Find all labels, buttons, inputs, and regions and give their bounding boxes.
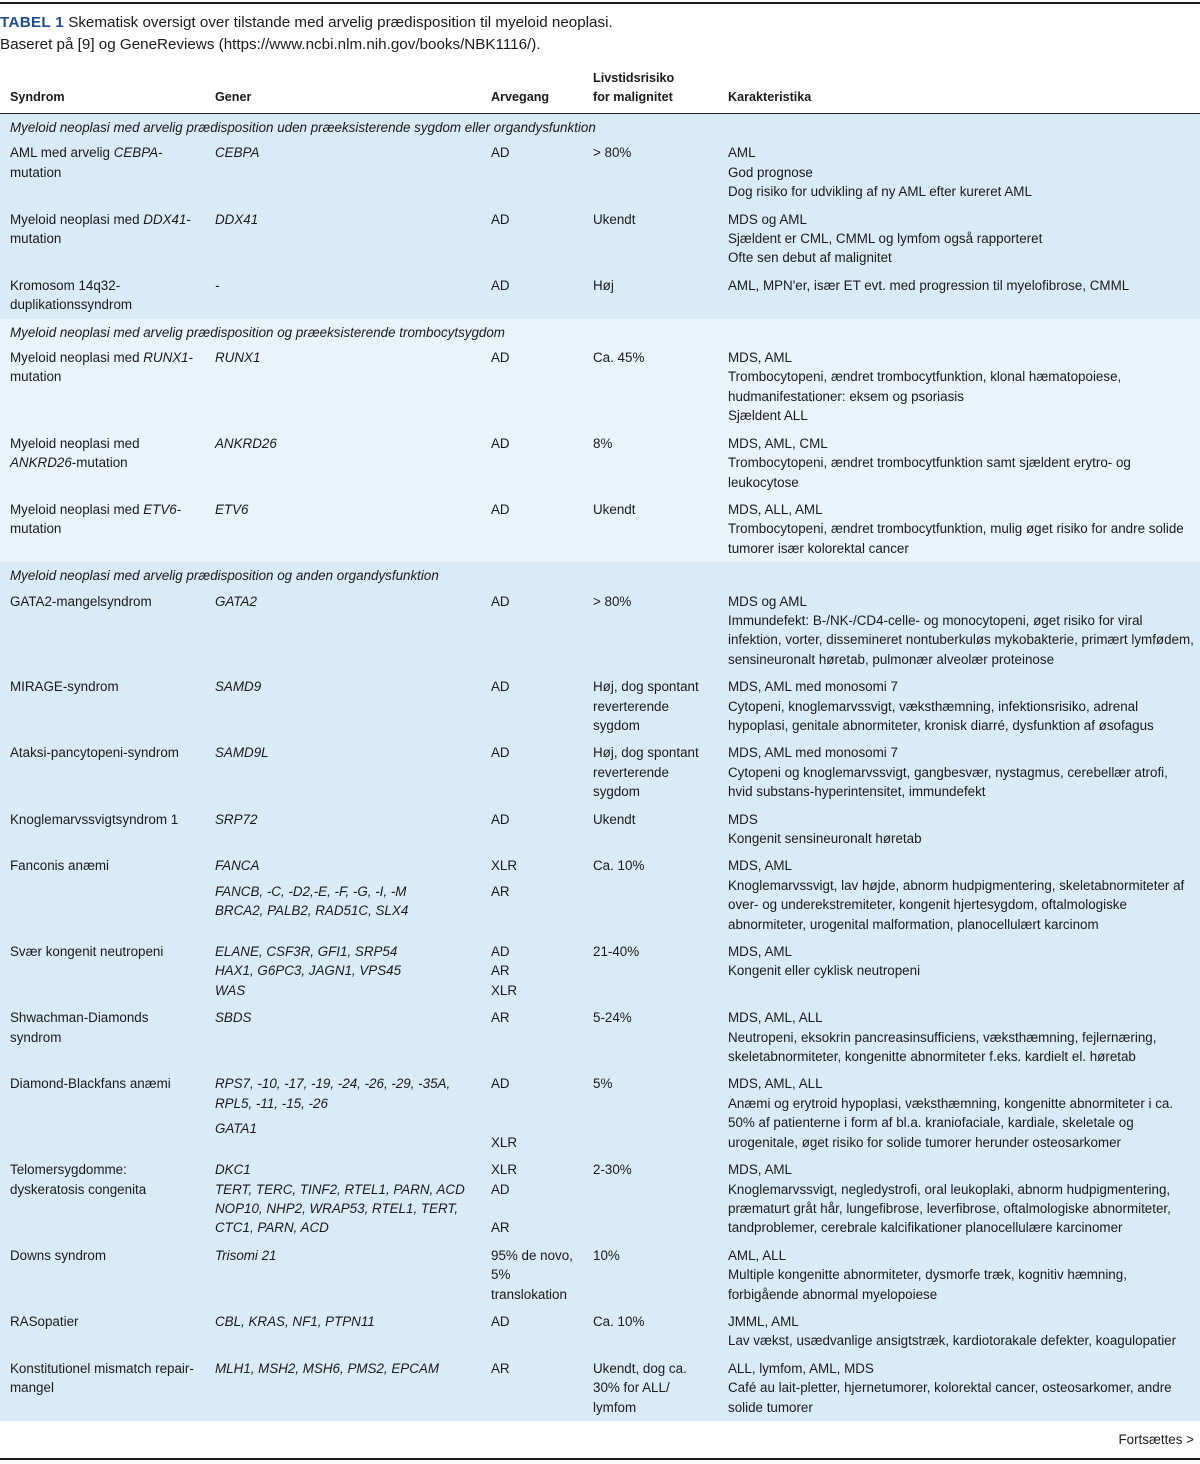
karakteristika-line: Immundefekt: B-/NK-/CD4-celle- og monocytopeni, øget risiko for viral infektion, vorter, dissemineret nontuberkuløs mykobakterie, primært lymfødem, sensineuronalt høretab, pulmonær alveolær proteinose: [728, 612, 1194, 667]
arvegang-line: AD: [491, 145, 510, 161]
cell-syndrom: [0, 1308, 205, 1355]
gene-line: SAMD9: [215, 679, 262, 695]
cell-arvegang: [481, 1242, 583, 1308]
karakteristika-line: MDS, AML: [728, 350, 792, 366]
cell-gener: [205, 344, 481, 430]
karakteristika-line: Trombocytopeni, ændret trombocytfunktion samt sjældent erytro- og leukocytose: [728, 455, 1131, 490]
arvegang-line: AD: [491, 679, 510, 695]
gene-line: ANKRD26: [215, 435, 277, 451]
gene-line: SBDS: [215, 1010, 252, 1026]
gene-line: ELANE, CSF3R, GFI1, SRP54: [215, 944, 398, 960]
cell-arvegang: [481, 1070, 583, 1156]
karakteristika-line: God prognose: [728, 164, 813, 180]
karakteristika-line: Sjældent er CML, CMML og lymfom også rapporteret: [728, 231, 1043, 247]
cell-risiko: Ukendt, dog ca. 30% for ALL/ lymfom: [593, 1360, 687, 1415]
table-row: [0, 1242, 1200, 1308]
gene-line: GATA2: [215, 593, 257, 609]
cell-karakteristika: [718, 806, 1200, 853]
table-row: [0, 1355, 1200, 1421]
gene-line: HAX1, G6PC3, JAGN1, VPS45: [215, 963, 402, 979]
karakteristika-line: MDS: [728, 811, 758, 827]
karakteristika-line: MDS, AML: [728, 944, 792, 960]
cell-syndrom: [0, 1242, 205, 1308]
cell-gener: [205, 1355, 481, 1421]
col-header-karakteristika: Karakteristika: [718, 66, 1200, 114]
cell-gener: [205, 1004, 481, 1070]
syndrom-text: Kromosom 14q32-duplikationssyndrom: [10, 277, 133, 313]
cell-gener: [205, 430, 481, 496]
gene-line: BRCA2, PALB2, RAD51C, SLX4: [215, 903, 409, 919]
cell-arvegang: [481, 739, 583, 805]
karakteristika-line: Cytopeni og knoglemarvssvigt, gangbesvær, nystagmus, cerebellær atrofi, hvid substans-hyperintensitet, immundefekt: [728, 764, 1168, 800]
table-row: [0, 206, 1200, 272]
syndrom-gene: ANKRD26: [10, 455, 72, 471]
arvegang-line: [491, 1094, 579, 1113]
gene-line: WAS: [215, 982, 246, 998]
syndrom-text: Myeloid neoplasi med: [10, 350, 144, 366]
arvegang-line: AD: [491, 277, 510, 293]
syndrom-suffix: -mutation: [10, 211, 191, 247]
karakteristika-line: MDS og AML: [728, 593, 807, 609]
section-1: [0, 114, 1200, 319]
karakteristika-line: Trombocytopeni, ændret trombocytfunktion, mulig øget risiko for andre solide tumorer især kolorektal cancer: [728, 521, 1184, 556]
cell-karakteristika: [718, 344, 1200, 430]
arvegang-line: AD: [491, 435, 510, 451]
cell-syndrom: [0, 852, 205, 938]
cell-risiko: Høj, dog spontant reverterende sygdom: [593, 679, 699, 733]
gene-line: Trisomi 21: [215, 1247, 277, 1263]
arvegang-line: XLR: [491, 858, 518, 874]
cell-gener: [205, 806, 481, 853]
cell-gener: [205, 1156, 481, 1242]
cell-karakteristika: [718, 1242, 1200, 1308]
continued-note: Fortsættes >: [1118, 1432, 1194, 1447]
syndrom-text: Myeloid neoplasi med: [10, 435, 140, 451]
cell-karakteristika: [718, 938, 1200, 1004]
gene-line: ETV6: [215, 501, 249, 517]
cell-arvegang: [481, 496, 583, 562]
syndrom-text: Knoglemarvssvigtsyndrom 1: [10, 811, 179, 827]
cell-arvegang: [481, 430, 583, 496]
col-header-risiko: Livstidsrisiko for malignitet: [583, 66, 718, 114]
cell-gener: [205, 1242, 481, 1308]
table-row: [0, 430, 1200, 496]
cell-arvegang: [481, 1355, 583, 1421]
section-2: [0, 319, 1200, 562]
gene-line: DDX41: [215, 211, 259, 227]
arvegang-line: [491, 1113, 579, 1132]
cell-karakteristika: [718, 852, 1200, 938]
bottom-rule: [0, 1458, 1200, 1460]
cell-risiko: 5-24%: [593, 1010, 632, 1026]
cell-gener: [205, 739, 481, 805]
cell-arvegang: [481, 1156, 583, 1242]
cell-gener: [205, 272, 481, 319]
karakteristika-line: MDS, AML, ALL: [728, 1010, 823, 1026]
syndrom-text: Myeloid neoplasi med: [10, 211, 144, 227]
karakteristika-line: Neutropeni, eksokrin pancreasinsufficiens, væksthæmning, fejlernæring, skeletabnormiteter, kongenitte abnormiteter f.eks. kardielt el. høretab: [728, 1029, 1157, 1065]
karakteristika-line: Café au lait-pletter, hjernetumorer, kolorektal cancer, osteosarkomer, andre solide tumorer: [728, 1380, 1172, 1415]
gene-line: DKC1: [215, 1162, 251, 1178]
cell-syndrom: [0, 344, 205, 430]
karakteristika-line: ALL, lymfom, AML, MDS: [728, 1360, 874, 1376]
karakteristika-line: AML, ALL: [728, 1247, 787, 1263]
cell-arvegang: [481, 344, 583, 430]
cell-karakteristika: [718, 430, 1200, 496]
cell-gener: [205, 852, 481, 938]
section-3: [0, 562, 1200, 1421]
syndrom-text: Telomersygdomme: dyskeratosis congenita: [10, 1162, 147, 1197]
cell-gener: [205, 496, 481, 562]
arvegang-line: AD: [491, 501, 510, 517]
cell-gener: [205, 1070, 481, 1156]
arvegang-line: AR: [491, 963, 510, 979]
arvegang-line: AD: [491, 211, 510, 227]
gene-line: RPS7, -10, -17, -19, -24, -26, -29, -35A, RPL5, -11, -15, -26: [215, 1076, 451, 1111]
syndrom-suffix: -mutation: [10, 350, 194, 385]
karakteristika-line: Sjældent ALL: [728, 408, 808, 424]
arvegang-line: AD: [491, 745, 510, 761]
syndrom-suffix: -mutation: [71, 455, 128, 471]
karakteristika-line: MDS, AML med monosomi 7: [728, 745, 898, 761]
karakteristika-line: Dog risiko for udvikling af ny AML efter kureret AML: [728, 184, 1032, 200]
gene-line: -: [215, 277, 220, 293]
arvegang-line: AD: [491, 811, 510, 827]
cell-karakteristika: [718, 1156, 1200, 1242]
karakteristika-line: JMML, AML: [728, 1313, 799, 1329]
col-header-gener: Gener: [205, 66, 481, 114]
table-row: [0, 673, 1200, 739]
table-row: [0, 1004, 1200, 1070]
cell-syndrom: [0, 430, 205, 496]
karakteristika-line: Lav vækst, usædvanlige ansigtstræk, kardiotorakale defekter, koagulopatier: [728, 1333, 1177, 1349]
table-row: [0, 806, 1200, 853]
karakteristika-line: Knoglemarvssvigt, negledystrofi, oral leukoplaki, abnorm hudpigmentering, præmaturt gråt hår, lungefibrose, leverfibrose, oftalmologiske abnormiteter, tandproblemer, cerebrale kalcifikationer planocellulære karcinomer: [728, 1181, 1171, 1236]
cell-syndrom: [0, 272, 205, 319]
cell-risiko: Ukendt: [593, 811, 636, 827]
syndrom-text: Shwachman-Diamonds syndrom: [10, 1010, 149, 1045]
arvegang-line: XLR: [491, 1162, 518, 1178]
cell-arvegang: [481, 673, 583, 739]
cell-karakteristika: [718, 673, 1200, 739]
gene-line: FANCA: [215, 858, 260, 874]
syndrom-suffix: -mutation: [10, 501, 182, 537]
cell-arvegang: [481, 806, 583, 853]
cell-arvegang: [481, 139, 583, 205]
gene-line: SAMD9L: [215, 745, 269, 761]
cell-risiko: > 80%: [593, 593, 632, 609]
cell-syndrom: [0, 588, 205, 674]
cell-karakteristika: [718, 206, 1200, 272]
cell-risiko: Ukendt: [593, 501, 636, 517]
syndrom-gene: CEBPA: [113, 145, 159, 161]
syndrom-gene: DDX41: [143, 211, 187, 227]
gene-line: NOP10, NHP2, WRAP53, RTEL1, TERT, CTC1, PARN, ACD: [215, 1200, 459, 1236]
cell-risiko: Ca. 10%: [593, 1313, 645, 1329]
syndrom-text: Konstitutionel mismatch repair-mangel: [10, 1360, 194, 1396]
arvegang-line: AR: [491, 1220, 510, 1236]
arvegang-line: AR: [491, 1010, 510, 1026]
syndrom-gene: RUNX1: [143, 350, 189, 366]
table-row: [0, 272, 1200, 319]
cell-gener: [205, 938, 481, 1004]
cell-arvegang: [481, 588, 583, 674]
karakteristika-line: Anæmi og erytroid hypoplasi, væksthæmning, kongenitte abnormiteter i ca. 50% af patienterne i form af bl.a. kraniofaciale, kardiale, skeletale og urogenitale, øget risiko for solide tumorer herunder osteosarkomer: [728, 1095, 1174, 1150]
table-header-row: [0, 66, 1200, 114]
karakteristika-line: Multiple kongenitte abnormiteter, dysmorfe træk, kognitiv hæmning, forbigående abnormal myelopoiese: [728, 1267, 1127, 1302]
cell-risiko: Ca. 45%: [593, 350, 645, 366]
cell-arvegang: [481, 852, 583, 938]
cell-arvegang: [481, 272, 583, 319]
syndrom-text: GATA2-mangelsyndrom: [10, 593, 152, 609]
cell-syndrom: [0, 673, 205, 739]
cell-karakteristika: [718, 272, 1200, 319]
col-header-syndrom: Syndrom: [0, 66, 205, 114]
cell-risiko: 8%: [593, 435, 613, 451]
gene-line: FANCB, -C, -D2,-E, -F, -G, -I, -M: [215, 883, 407, 899]
syndrom-text: Ataksi-pancytopeni-syndrom: [10, 745, 179, 761]
arvegang-line: AR: [491, 1360, 510, 1376]
karakteristika-line: Knoglemarvssvigt, lav højde, abnorm hudpigmentering, skeletabnormiteter af over- og underekstremiteter, kongenit hjertesygdom, oftalmologiske abnormiteter, urogenital malformation, planocellulært karcinom: [728, 877, 1185, 932]
gene-line: SRP72: [215, 811, 258, 827]
syndrom-text: RASopatier: [10, 1313, 79, 1329]
table-row: [0, 344, 1200, 430]
cell-syndrom: [0, 739, 205, 805]
cell-syndrom: [0, 806, 205, 853]
caption-source: Baseret på [9] og GeneReviews (https://www.ncbi.nlm.nih.gov/books/NBK1116/).: [0, 36, 541, 53]
karakteristika-line: Ofte sen debut af malignitet: [728, 250, 892, 266]
cell-risiko: Høj: [593, 277, 614, 293]
syndrom-text: Diamond-Blackfans anæmi: [10, 1076, 171, 1092]
syndrom-text: Svær kongenit neutropeni: [10, 944, 164, 960]
syndrom-text: MIRAGE-syndrom: [10, 679, 119, 695]
cell-risiko: 21-40%: [593, 944, 640, 960]
cell-karakteristika: [718, 139, 1200, 205]
syndrom-text: AML med arvelig: [10, 145, 114, 161]
top-rule: [0, 2, 1200, 4]
table-row: [0, 139, 1200, 205]
cell-risiko: Høj, dog spontant reverterende sygdom: [593, 745, 699, 800]
table-row: [0, 852, 1200, 938]
karakteristika-line: MDS, AML, CML: [728, 435, 828, 451]
table-label: TABEL 1: [0, 14, 64, 31]
cell-gener: [205, 206, 481, 272]
cell-risiko: Ca. 10%: [593, 858, 645, 874]
karakteristika-line: Cytopeni, knoglemarvssvigt, væksthæmning, infektionsrisiko, adrenal hypoplasi, genitale abnormiteter, kronisk diarré, dysfunktion af øsofagus: [728, 698, 1154, 733]
table-caption: [0, 12, 1190, 56]
cell-karakteristika: [718, 588, 1200, 674]
table-row: [0, 1156, 1200, 1242]
cell-gener: [205, 588, 481, 674]
cell-arvegang: [481, 1308, 583, 1355]
arvegang-line: [491, 1199, 579, 1218]
gene-line: CBL, KRAS, NF1, PTPN11: [215, 1313, 375, 1329]
syndrom-text: Downs syndrom: [10, 1247, 106, 1263]
cell-arvegang: [481, 206, 583, 272]
section-title-row: [0, 319, 1200, 344]
karakteristika-line: Kongenit sensineuronalt høretab: [728, 831, 922, 846]
karakteristika-line: MDS, AML: [728, 1162, 792, 1178]
karakteristika-line: MDS, AML, ALL: [728, 1076, 823, 1092]
table-row: [0, 1070, 1200, 1156]
arvegang-line: AD: [491, 593, 510, 609]
gene-line: GATA1: [215, 1121, 257, 1137]
section-title-row: [0, 562, 1200, 587]
table-row: [0, 1308, 1200, 1355]
caption-text: Skematisk oversigt over tilstande med arvelig prædisposition til myeloid neoplasi.: [63, 14, 613, 31]
cell-syndrom: [0, 1355, 205, 1421]
table-row: [0, 938, 1200, 1004]
cell-karakteristika: [718, 1355, 1200, 1421]
cell-karakteristika: [718, 1070, 1200, 1156]
cell-arvegang: [481, 938, 583, 1004]
gene-line: TERT, TERC, TINF2, RTEL1, PARN, ACD: [215, 1181, 465, 1197]
karakteristika-line: Trombocytopeni, ændret trombocytfunktion, klonal hæmatopoiese, hudmanifestationer: eksem og psoriasis: [728, 369, 1122, 404]
karakteristika-line: MDS, ALL, AML: [728, 501, 823, 517]
cell-karakteristika: [718, 496, 1200, 562]
arvegang-line: AD: [491, 350, 510, 366]
cell-karakteristika: [718, 739, 1200, 805]
table-row: [0, 739, 1200, 805]
karakteristika-line: AML, MPN'er, især ET evt. med progression til myelofibrose, CMML: [728, 277, 1130, 293]
arvegang-line: AD: [491, 1181, 510, 1197]
gene-line: RUNX1: [215, 350, 261, 366]
gene-line: MLH1, MSH2, MSH6, PMS2, EPCAM: [215, 1360, 439, 1376]
cell-risiko: Ukendt: [593, 211, 636, 227]
syndrom-gene: ETV6: [143, 501, 177, 517]
gene-line: CEBPA: [215, 145, 260, 161]
table-row: [0, 496, 1200, 562]
syndrom-text: Fanconis anæmi: [10, 858, 109, 874]
section-title: Myeloid neoplasi med arvelig prædisposition og præeksisterende trombocytsygdom: [10, 324, 505, 340]
cell-gener: [205, 673, 481, 739]
arvegang-line: 95% de novo, 5% translokation: [491, 1247, 573, 1302]
arvegang-line: XLR: [491, 1134, 518, 1150]
syndrome-table: [0, 66, 1200, 1421]
cell-risiko: 2-30%: [593, 1162, 632, 1178]
section-title: Myeloid neoplasi med arvelig prædisposition og anden organdysfunktion: [10, 568, 439, 584]
cell-gener: [205, 139, 481, 205]
cell-risiko: 10%: [593, 1247, 620, 1263]
arvegang-line: AD: [491, 944, 510, 960]
cell-syndrom: [0, 1004, 205, 1070]
section-title-row: [0, 114, 1200, 140]
cell-risiko: > 80%: [593, 145, 632, 161]
cell-syndrom: [0, 139, 205, 205]
cell-karakteristika: [718, 1004, 1200, 1070]
arvegang-line: AR: [491, 883, 510, 899]
arvegang-line: XLR: [491, 982, 518, 998]
arvegang-line: AD: [491, 1076, 510, 1092]
syndrom-text: Myeloid neoplasi med: [10, 501, 144, 517]
section-title: Myeloid neoplasi med arvelig prædisposition uden præeksisterende sygdom eller organdysfunktion: [10, 120, 596, 135]
cell-gener: [205, 1308, 481, 1355]
karakteristika-line: MDS, AML: [728, 858, 792, 874]
syndrom-suffix: -mutation: [10, 145, 163, 180]
cell-syndrom: [0, 206, 205, 272]
arvegang-line: AD: [491, 1313, 510, 1329]
karakteristika-line: AML: [728, 145, 756, 161]
karakteristika-line: Kongenit eller cyklisk neutropeni: [728, 963, 921, 979]
cell-karakteristika: [718, 1308, 1200, 1355]
cell-syndrom: [0, 1156, 205, 1242]
cell-arvegang: [481, 1004, 583, 1070]
karakteristika-line: MDS og AML: [728, 211, 807, 227]
cell-risiko: 5%: [593, 1076, 613, 1092]
karakteristika-line: MDS, AML med monosomi 7: [728, 679, 898, 695]
table-row: [0, 588, 1200, 674]
cell-syndrom: [0, 496, 205, 562]
col-header-arvegang: Arvegang: [481, 66, 583, 114]
cell-syndrom: [0, 938, 205, 1004]
cell-syndrom: [0, 1070, 205, 1156]
